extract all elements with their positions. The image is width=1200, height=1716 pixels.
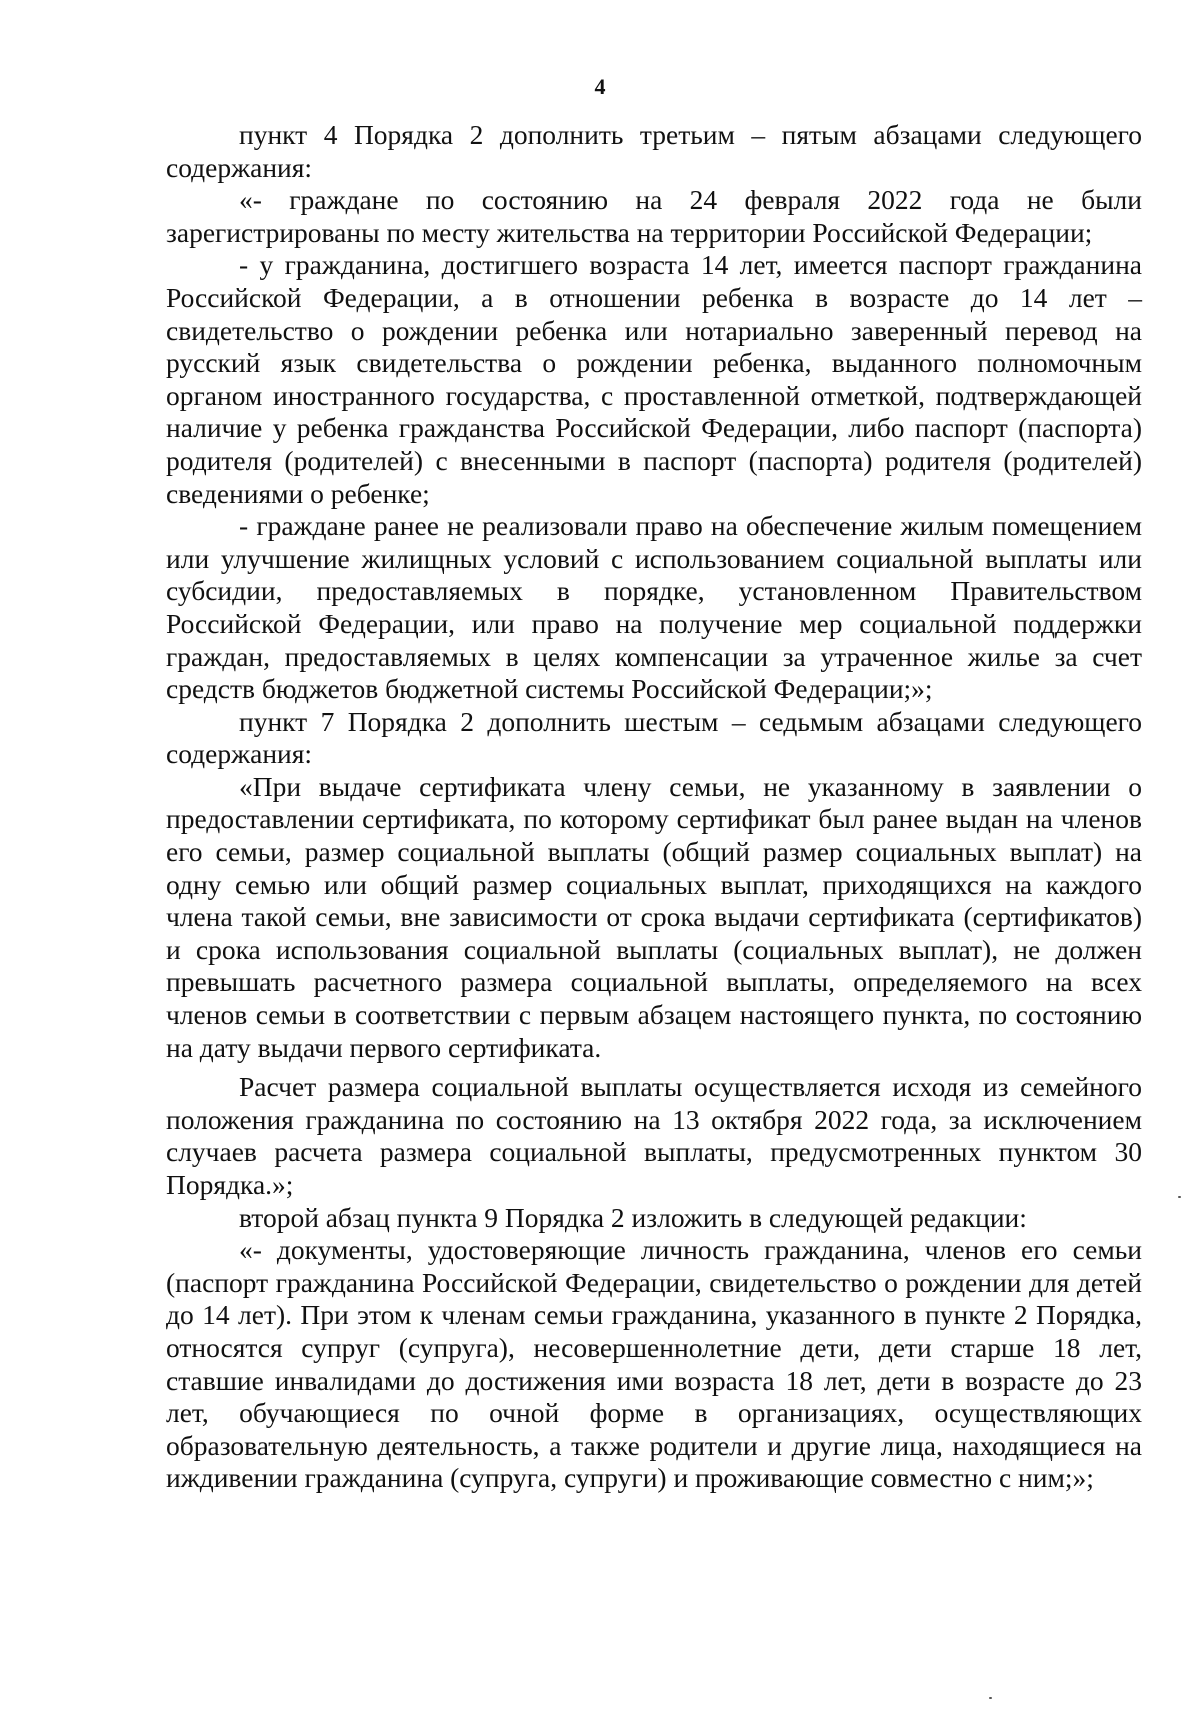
document-body bbox=[166, 119, 1142, 1495]
paragraph-registration-condition: «- граждане по состоянию на 24 февраля 2022 года не были зарегистрированы по месту жительства на территории Российской Федерации; bbox=[166, 184, 1142, 248]
paragraph-certificate-issuance: «При выдаче сертификата члену семьи, не указанному в заявлении о предоставлении сертификата, по которому сертификат был ранее выдан на членов его семьи, размер социальной выплаты (общий размер социальных выплат) на одну семью или общий размер социальных выплат, приходящихся на каждого члена такой семьи, вне зависимости от срока выдачи сертификата (сертификатов) и срока использования социальной выплаты (социальных выплат), не должен превышать расчетного размера социальной выплаты, определяемого на всех членов семьи в соответствии с первым абзацем настоящего пункта, по состоянию на дату выдачи первого сертификата. bbox=[166, 770, 1142, 1063]
paragraph-payment-calculation: Расчет размера социальной выплаты осуществляется исходя из семейного положения гражданина по состоянию на 13 октября 2022 года, за исключением случаев расчета размера социальной выплаты, предусмотренных пунктом 30 Порядка.»; bbox=[166, 1071, 1142, 1200]
scan-speck bbox=[989, 1697, 992, 1699]
paragraph-amend-point-7: пункт 7 Порядка 2 дополнить шестым – седьмым абзацами следующего содержания: bbox=[166, 705, 1142, 770]
paragraph-spacing bbox=[166, 1064, 1142, 1071]
paragraph-passport-condition: - у гражданина, достигшего возраста 14 лет, имеется паспорт гражданина Российской Федерации, а в отношении ребенка в возрасте до 14 лет – свидетельство о рождении ребенка или нотариально заверенный перевод на русский язык свидетельства о рождении ребенка, выданного полномочным органом иностранного государства, с проставленной отметкой, подтверждающей наличие у ребенка гражданства Российской Федерации, либо паспорт (паспорта) родителя (родителей) с внесенными в паспорт (паспорта) родителя (родителей) сведениями о ребенке; bbox=[166, 249, 1142, 509]
paragraph-housing-right-condition: - граждане ранее не реализовали право на обеспечение жилым помещением или улучшение жилищных условий с использованием социальной выплаты или субсидии, предоставляемых в порядке, установленном Правительством Российской Федерации, или право на получение мер социальной поддержки граждан, предоставляемых в целях компенсации за утраченное жилье за счет средств бюджетов бюджетной системы Российской Федерации;»; bbox=[166, 510, 1142, 705]
scan-speck bbox=[1178, 1196, 1181, 1198]
paragraph-identity-documents: «- документы, удостоверяющие личность гражданина, членов его семьи (паспорт гражданина Российской Федерации, свидетельство о рождении для детей до 14 лет). При этом к членам семьи гражданина, указанного в пункте 2 Порядка, относятся супруг (супруга), несовершеннолетние дети, дети старше 18 лет, ставшие инвалидами до достижения ими возраста 18 лет, дети в возрасте до 23 лет, обучающиеся по очной форме в организациях, осуществляющих образовательную деятельность, а также родители и другие лица, находящиеся на иждивении гражданина (супруга, супруги) и проживающие совместно с ним;»; bbox=[166, 1234, 1142, 1494]
page-number: 4 bbox=[594, 74, 606, 99]
paragraph-amend-point-9: второй абзац пункта 9 Порядка 2 изложить в следующей редакции: bbox=[239, 1201, 1027, 1233]
paragraph-amend-point-4: пункт 4 Порядка 2 дополнить третьим – пятым абзацами следующего содержания: bbox=[166, 119, 1142, 183]
